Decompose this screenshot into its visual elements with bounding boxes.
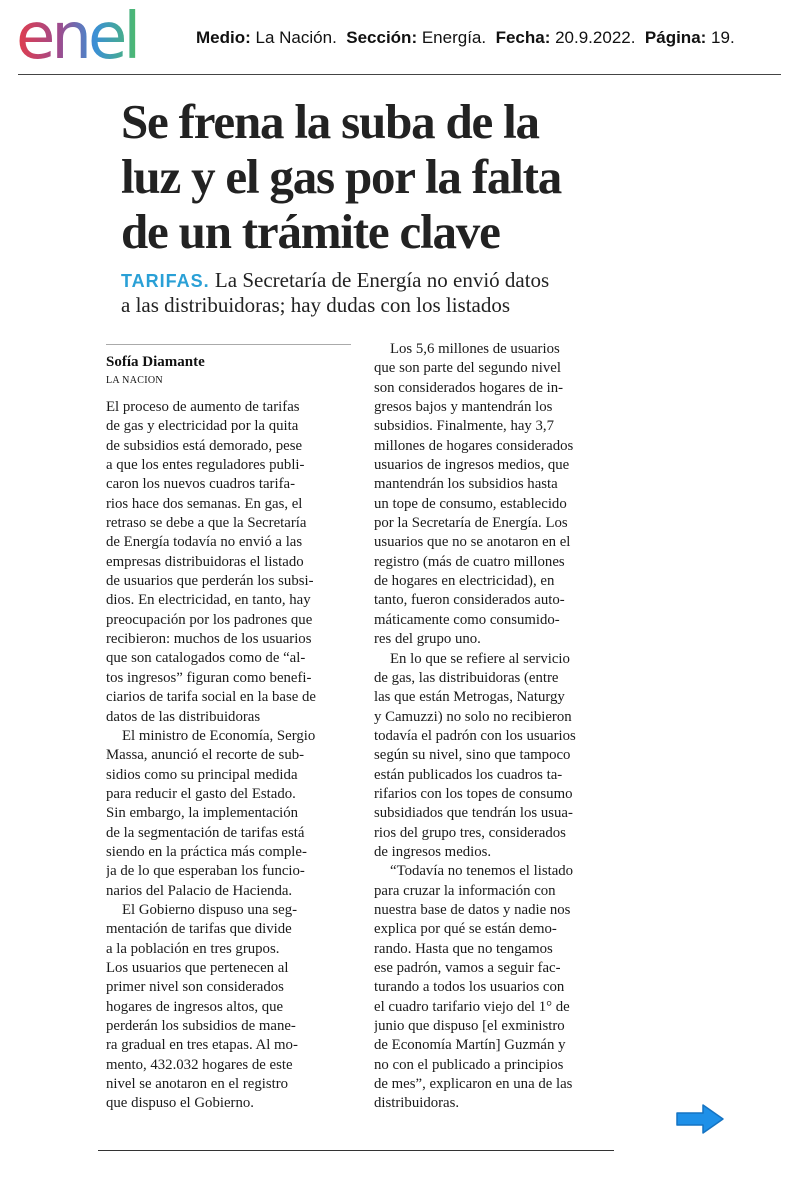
- article-text-line: Los usuarios que pertenecen al: [106, 959, 289, 976]
- article-column-1: [106, 398, 354, 1114]
- article-text-line: junio que dispuso [el exministro: [374, 1018, 565, 1035]
- article-text-line: son considerados hogares de in-: [374, 379, 564, 396]
- article-text-line: de Energía todavía no envió a las: [106, 534, 303, 551]
- article-text-line: de gas y electricidad por la quita: [106, 418, 299, 435]
- article-text-line: narios del Palacio de Hacienda.: [106, 882, 293, 899]
- article-text-line: que son parte del segundo nivel: [374, 360, 561, 377]
- article-subhead: TARIFAS. La Secretaría de Energía no envió datos a las distribuidoras; hay dudas con los listados: [121, 268, 550, 317]
- article-text-line: El proceso de aumento de tarifas: [106, 399, 300, 415]
- article-text-line: explica por qué se están demo-: [374, 921, 557, 938]
- kicker: TARIFAS.: [121, 271, 210, 291]
- footer-divider: [98, 1150, 614, 1151]
- headline-line: de un trámite clave: [121, 204, 500, 259]
- article-text-line: preocupación por los padrones que: [106, 611, 313, 628]
- article-text-line: tos ingresos” figuran como benefi-: [106, 669, 312, 686]
- article-text-line: están publicados los cuadros ta-: [374, 766, 563, 783]
- article-text-line: recibieron: muchos de los usuarios: [106, 631, 312, 648]
- article-text-line: millones de hogares considerados: [374, 437, 574, 454]
- byline-divider: [106, 344, 351, 345]
- article-text-line: subsidios. Finalmente, hay 3,7: [374, 418, 555, 435]
- article-text-line: máticamente como consumido-: [374, 611, 560, 628]
- article-text-line: a que los entes reguladores publi-: [106, 457, 305, 474]
- article-text-line: subsidiados que tendrán los usua-: [374, 805, 573, 822]
- article-text-line: de ingresos medios.: [374, 843, 492, 860]
- arrow-right-icon[interactable]: [675, 1103, 725, 1135]
- article-text-line: rifarios con los topes de consumo: [374, 785, 573, 802]
- article-text-line: ja de lo que esperaban los funcio-: [106, 863, 305, 880]
- article-text-line: rios del grupo tres, considerados: [374, 824, 566, 841]
- header-divider: [18, 74, 781, 75]
- article-text-line: datos de las distribuidoras: [106, 708, 261, 725]
- article-text-line: las que están Metrogas, Naturgy: [374, 689, 565, 706]
- article-text-line: usuarios de ingresos medios, que: [374, 457, 570, 474]
- article-text-line: un tope de consumo, establecido: [374, 495, 567, 512]
- article-text-line: de hogares en electricidad), en: [374, 573, 555, 590]
- article-text-line: El Gobierno dispuso una seg-: [122, 901, 298, 918]
- article-text-line: retraso se debe a que la Secretaría: [106, 515, 307, 532]
- article-text-line: nivel se anotaron en el registro: [106, 1076, 289, 1093]
- article-text-line: rios hace dos semanas. En gas, el: [106, 495, 303, 512]
- article-text-line: mento, 432.032 hogares de este: [106, 1056, 293, 1073]
- article-text-line: primer nivel son considerados: [106, 979, 284, 996]
- article-text-line: hogares de ingresos altos, que: [106, 998, 284, 1015]
- article-text-line: perderán los subsidios de mane-: [106, 1018, 296, 1034]
- article-text-line: res del grupo uno.: [374, 631, 481, 648]
- article-text-line: En lo que se refiere al servicio: [390, 650, 570, 667]
- article-text-line: según su nivel, sino que tampoco: [374, 747, 571, 764]
- enel-logo: [16, 6, 174, 68]
- article-text-line: de gas, las distribuidoras (entre: [374, 669, 559, 686]
- article-text-line: gresos bajos y mantendrán los: [374, 399, 553, 416]
- article-text-line: que son catalogados como de “al-: [106, 650, 306, 667]
- article-headline: [121, 94, 641, 259]
- headline-line: Se frena la suba de la: [121, 94, 539, 149]
- article-text-line: para reducir el gasto del Estado.: [106, 785, 296, 802]
- article-text-line: de mes”, explicaron en una de las: [374, 1076, 573, 1093]
- article-text-line: y Camuzzi) no solo no recibieron: [374, 708, 572, 725]
- article-text-line: ese padrón, vamos a seguir fac-: [374, 960, 561, 976]
- article-text-line: ciarios de tarifa social en la base de: [106, 689, 316, 706]
- article-text-line: usuarios que no se anotaron en el: [374, 534, 571, 551]
- article-text-line: sidios como su principal medida: [106, 766, 298, 783]
- article-text-line: empresas distribuidoras el listado: [106, 553, 304, 570]
- author-name: Sofía Diamante: [106, 354, 205, 370]
- svg-text:enel: enel: [16, 6, 138, 68]
- article-text-line: mentación de tarifas que divide: [106, 921, 292, 938]
- publication-metadata: Medio: La Nación. Sección: Energía. Fecha: 20.9.2022. Página: 19.: [196, 28, 735, 47]
- article-text-line: Massa, anunció el recorte de sub-: [106, 747, 305, 764]
- headline-line: luz y el gas por la falta: [121, 149, 562, 204]
- document-header: [0, 0, 800, 76]
- article-text-line: a la población en tres grupos.: [106, 940, 280, 957]
- article-text-line: rando. Hasta que no tengamos: [374, 940, 553, 957]
- article-text-line: mantendrán los subsidios hasta: [374, 476, 558, 493]
- article-text-line: turando a todos los usuarios con: [374, 979, 565, 996]
- article-text-line: ra gradual en tres etapas. Al mo-: [106, 1037, 298, 1054]
- article-text-line: dios. En electricidad, en tanto, hay: [106, 592, 311, 609]
- article-text-line: para cruzar la información con: [374, 882, 556, 899]
- article-text-line: no con el publicado a principios: [374, 1056, 564, 1073]
- article-text-line: que dispuso el Gobierno.: [106, 1095, 254, 1112]
- article-text-line: de usuarios que perderán los subsi-: [106, 573, 314, 590]
- article-text-line: de la segmentación de tarifas está: [106, 824, 305, 841]
- author-organization: LA NACION: [106, 375, 163, 386]
- article-text-line: de subsidios está demorado, pese: [106, 437, 303, 454]
- article-text-line: tanto, fueron considerados auto-: [374, 592, 565, 609]
- article-text-line: “Todavía no tenemos el listado: [390, 863, 574, 880]
- article-text-line: por la Secretaría de Energía. Los: [374, 515, 568, 532]
- article-text-line: todavía el padrón con los usuarios: [374, 727, 576, 744]
- article-text-line: Los 5,6 millones de usuarios: [390, 341, 560, 357]
- article-text-line: siendo en la práctica más comple-: [106, 843, 307, 860]
- article-text-line: registro (más de cuatro millones: [374, 553, 565, 570]
- article-text-line: distribuidoras.: [374, 1095, 460, 1112]
- article-column-2: [374, 340, 624, 1114]
- article-text-line: el cuadro tarifario viejo del 1° de: [374, 998, 570, 1015]
- article-text-line: nuestra base de datos y nadie nos: [374, 901, 571, 918]
- article-text-line: Sin embargo, la implementación: [106, 805, 299, 822]
- article-text-line: de Economía Martín] Guzmán y: [374, 1037, 566, 1054]
- article-text-line: El ministro de Economía, Sergio: [122, 727, 316, 744]
- article-text-line: caron los nuevos cuadros tarifa-: [106, 476, 295, 493]
